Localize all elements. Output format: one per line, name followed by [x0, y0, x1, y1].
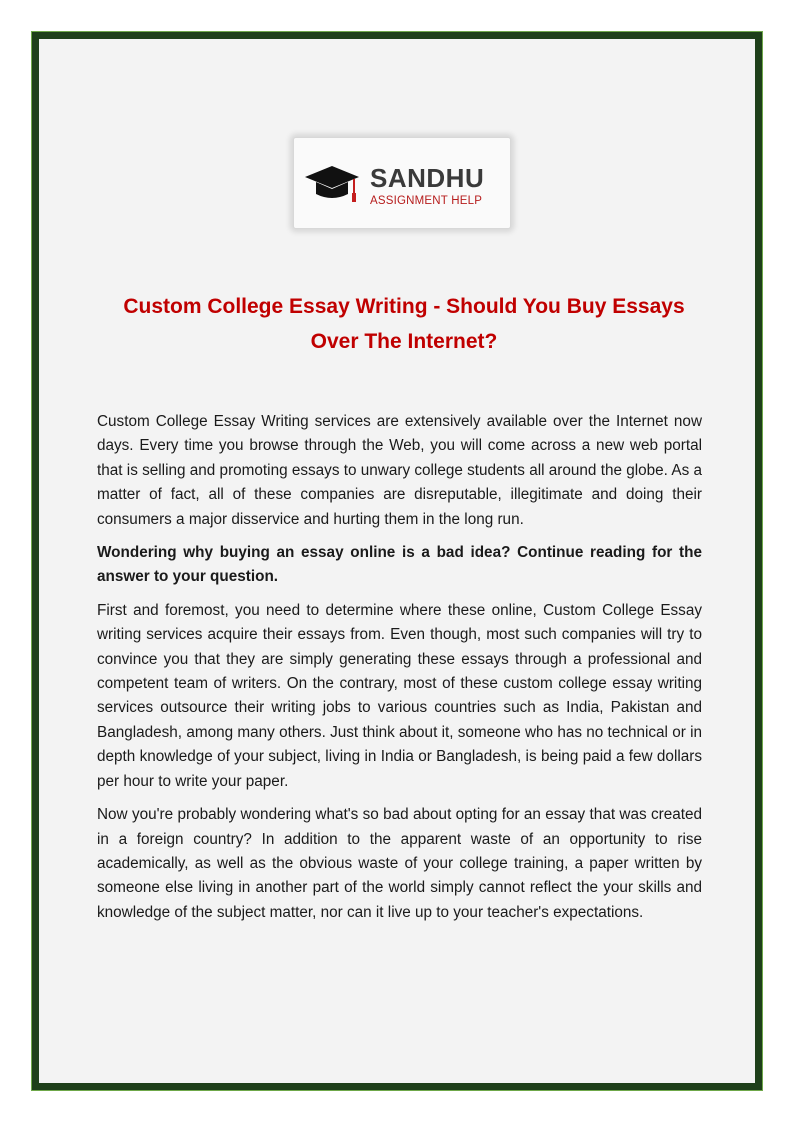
logo-tagline: ASSIGNMENT HELP: [370, 195, 483, 207]
paragraph-question: Wondering why buying an essay online is a bad idea? Continue reading for the answer to your question.: [97, 544, 702, 586]
document-title: Custom College Essay Writing - Should You Buy Essays Over The Internet?: [123, 295, 685, 353]
page-border: [32, 32, 762, 1090]
paragraph-intro: Custom College Essay Writing services are extensively available over the Internet now days. Every time you browse through the Web, you will come across a new web portal that is selling and promoting essays to unwary college students all around the globe. As a matter of fact, all of these companies are disreputable, illegitimate and doing their consumers a major disservice and hurting them in the long run.: [97, 413, 702, 528]
paragraph-sources: First and foremost, you need to determine where these online, Custom College Essay writing services acquire their essays from. Even though, most such companies will try to convince you that they are simply generating these essays through a professional and competent team of writers. On the contrary, most of these custom college essay writing services outsource their writing jobs to various countries such as India, Pakistan and Bangladesh, among many others. Just think about it, someone who has no technical or in depth knowledge of your subject, living in India or Bangladesh, is being paid a few dollars per hour to write your paper.: [97, 601, 702, 790]
body-text: [97, 410, 702, 934]
paragraph-consequences: Now you're probably wondering what's so bad about opting for an essay that was created in a foreign country? In addition to the apparent waste of an opportunity to rise academically, as well as the obvious waste of your college training, a paper written by someone else living in another part of the world simply cannot reflect the your skills and knowledge of the subject matter, nor can it live up to your teacher's expectations.: [97, 806, 702, 921]
logo-name: SANDHU: [370, 163, 485, 193]
logo: [293, 137, 511, 229]
graduation-cap-icon: [304, 164, 360, 208]
